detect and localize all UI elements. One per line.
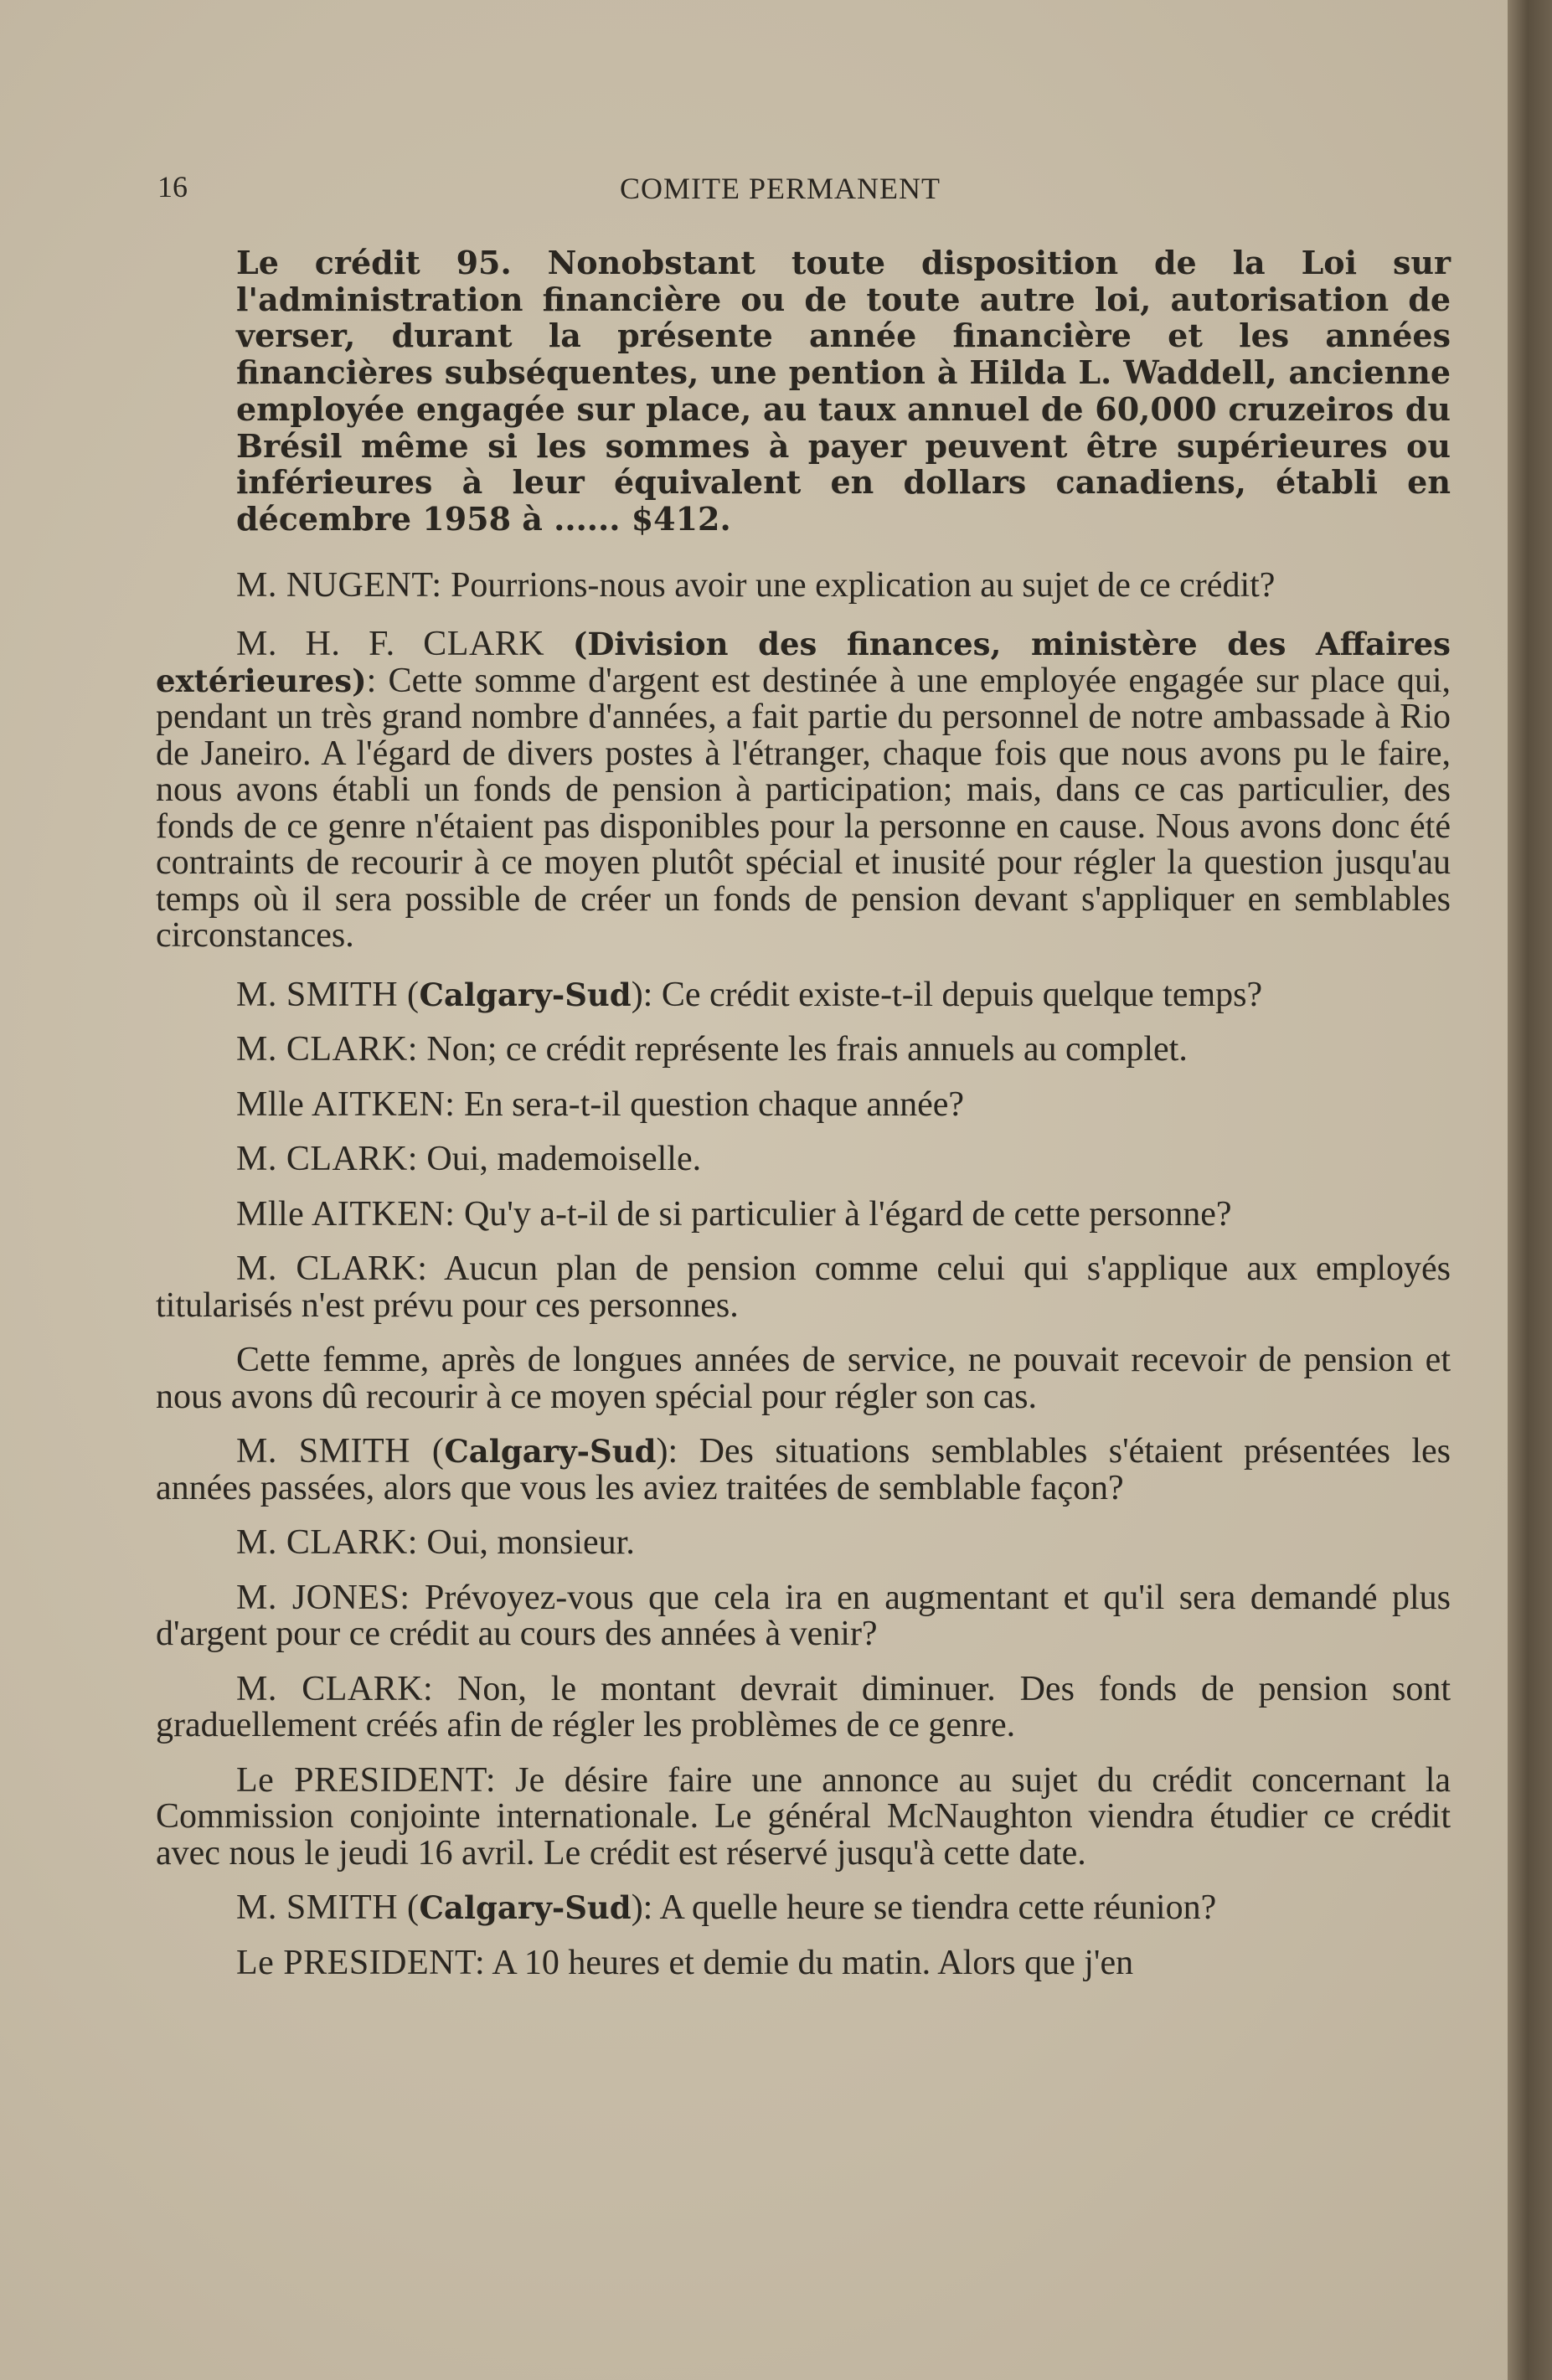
paragraph-president-announcement <box>156 1760 1451 1873</box>
speaker-colon: ): <box>631 1888 653 1928</box>
speaker-label: M. H. F. CLARK <box>236 625 573 664</box>
page-number: 16 <box>157 170 188 203</box>
speaker-riding: Calgary-Sud <box>419 1889 632 1927</box>
speech-text: Non; ce crédit représente les frais annuels au complet. <box>417 1030 1188 1069</box>
speaker-label: M. CLARK: <box>236 1523 418 1563</box>
speech-text: Cette somme d'argent est destinée à une employée engagée sur place qui, pendant un très grand nombre d'années, a fait partie du personnel de notre ambassade à Rio de Janeiro. A l'égard de divers postes à l'étranger, chaque fois que nous avons pu le faire, nous avons établi un fonds de pension à participation; mais, dans ce cas particulier, des fonds de ce genre n'étaient pas disponibles pour la personne en cause. Nous avons donc été contraints de recourir à ce moyen plutôt spécial et inusité pour régler la question jusqu'au temps où il sera possible de créer un fonds de pension devant s'appliquer en semblables circonstances. <box>156 661 1451 956</box>
speech-text: A 10 heures et demie du matin. Alors que j'en <box>485 1943 1134 1982</box>
speech-text: Des situations semblables s'étaient présentées les années passées, alors que vous les aviez traitées de semblable façon? <box>156 1432 1451 1507</box>
speaker-label: Le PRESIDENT: <box>236 1760 497 1800</box>
speaker-colon: ): <box>631 975 653 1014</box>
speaker-label: M. JONES: <box>236 1578 410 1617</box>
speaker-colon: ): <box>656 1432 678 1471</box>
paragraph-aitken-question <box>156 1194 1451 1234</box>
speech-text: A quelle heure se tiendra cette réunion? <box>652 1888 1217 1928</box>
speaker-riding: Calgary-Sud <box>419 976 632 1013</box>
book-spine-edge <box>1508 0 1552 2380</box>
paragraph-smith-question <box>156 1890 1451 1927</box>
speaker-affiliation: (Division des finances, ministère des Affaires extérieures) <box>156 626 1451 699</box>
speech-text: Pourrions-nous avoir une explication au sujet de ce crédit? <box>441 565 1276 605</box>
paragraph-smith-question <box>156 1434 1451 1507</box>
paragraph-president-answer <box>156 1945 1451 1982</box>
paragraph-clark-answer <box>156 1669 1451 1745</box>
paragraph-clark-answer <box>156 1251 1451 1324</box>
speech-text: Oui, mademoiselle. <box>417 1140 702 1179</box>
vote-item: Le crédit 95. Nonobstant toute disposition de la Loi sur l'administration financière ou de toute autre loi, autorisation de verser, durant la présente année financière et les années financières subséquentes, une pention à Hilda L. Waddell, ancienne employée engagée sur place, au taux annuel de 60,000 cruzeiros du Brésil même si les sommes à payer peuvent être supérieures ou inférieures à leur équivalent en dollars canadiens, établi en décembre 1958 à ...... $412. <box>236 244 1451 538</box>
speaker-label: M. CLARK: <box>236 1669 434 1708</box>
paragraph-nugent-question <box>156 565 1451 605</box>
speaker-label: M. CLARK: <box>236 1249 428 1289</box>
speaker-riding: Calgary-Sud <box>444 1433 657 1471</box>
paragraph-clark-answer <box>156 1141 1451 1178</box>
speech-text: Ce crédit existe-t-il depuis quelque temps? <box>652 975 1263 1014</box>
paragraph-clark-answer <box>156 1032 1451 1069</box>
speech-text: Qu'y a-t-il de si particulier à l'égard de cette personne? <box>455 1194 1232 1234</box>
paragraph-clark-answer <box>156 1525 1451 1562</box>
speaker-label: M. CLARK: <box>236 1140 418 1179</box>
speaker-label: M. NUGENT: <box>236 565 442 605</box>
speaker-label: M. SMITH ( <box>236 975 420 1014</box>
speech-text: Non, le montant devrait diminuer. Des fonds de pension sont graduellement créés afin de régler les problèmes de ce genre. <box>156 1669 1451 1745</box>
speaker-label: M. SMITH ( <box>236 1432 445 1471</box>
paragraph-jones-question <box>156 1580 1451 1653</box>
paragraph-smith-question <box>156 977 1451 1014</box>
paragraph-aitken-question <box>156 1084 1451 1124</box>
speaker-label: M. SMITH ( <box>236 1888 420 1928</box>
speech-text: Aucun plan de pension comme celui qui s'applique aux employés titularisés n'est prévu pour ces personnes. <box>156 1249 1451 1325</box>
speech-text: Cette femme, après de longues années de service, ne pouvait recevoir de pension et nous avons dû recourir à ce moyen spécial pour régler son cas. <box>156 1341 1451 1416</box>
speaker-label: Le PRESIDENT: <box>236 1943 486 1982</box>
speaker-label: Mlle AITKEN: <box>236 1194 456 1234</box>
speech-text: Prévoyez-vous que cela ira en augmentant et qu'il sera demandé plus d'argent pour ce crédit au cours des années à venir? <box>156 1578 1451 1654</box>
page-body <box>156 245 1451 1981</box>
speaker-label: M. CLARK: <box>236 1030 418 1069</box>
paragraph-clark-continued <box>156 1342 1451 1415</box>
speech-text: En sera-t-il question chaque année? <box>455 1084 965 1124</box>
paragraph-clark-answer <box>156 626 1451 955</box>
speech-text: Je désire faire une annonce au sujet du crédit concernant la Commission conjointe internationale. Le général McNaughton viendra étudier ce crédit avec nous le jeudi 16 avril. Le crédit est réservé jusqu'à cette date. <box>156 1760 1451 1873</box>
running-head: COMITE PERMANENT <box>620 172 941 205</box>
speaker-colon: : <box>366 661 377 700</box>
speaker-label: Mlle AITKEN: <box>236 1084 456 1124</box>
speech-text: Oui, monsieur. <box>417 1523 635 1563</box>
